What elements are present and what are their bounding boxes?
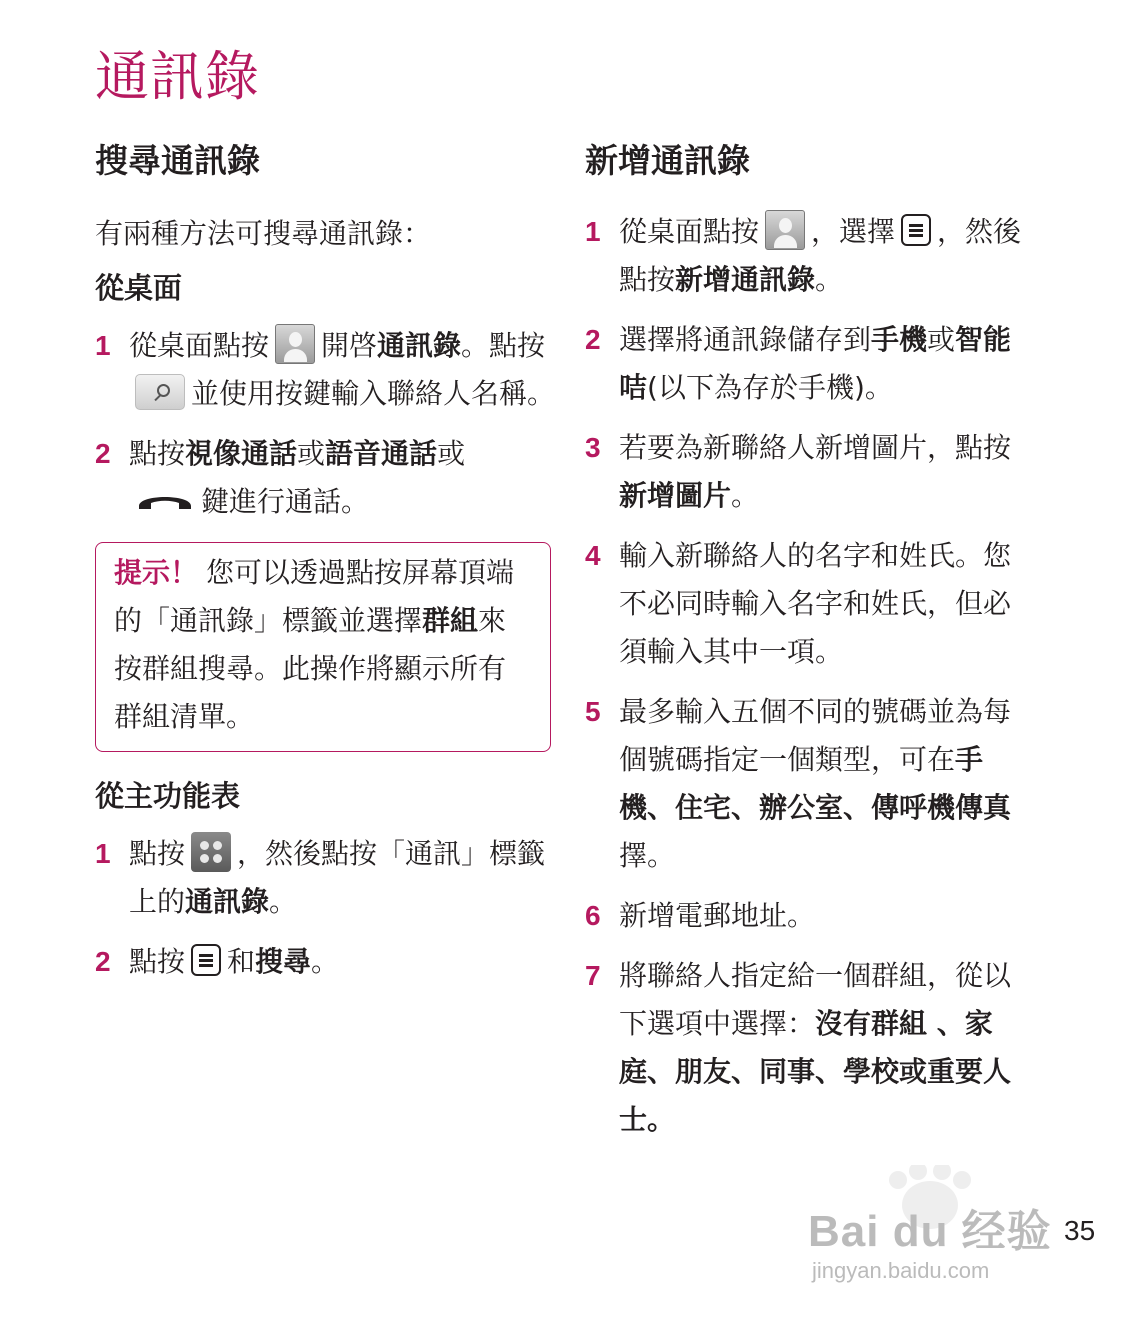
step-text: 開啓 <box>321 329 378 362</box>
step-text: 從桌面點按 <box>129 329 270 362</box>
step-number: 4 <box>585 540 601 571</box>
step-text: ，然後點按「通訊」標籤上的 <box>129 837 546 918</box>
from-desktop-heading: 從桌面 <box>95 271 183 305</box>
step-text: 或 <box>297 437 326 470</box>
step-number: 1 <box>95 330 111 361</box>
step-text: 從桌面點按 <box>619 215 760 248</box>
step-text: 鍵進行通話。 <box>201 485 370 518</box>
desktop-step-2 <box>95 430 555 526</box>
step-bold: 手機 <box>871 323 928 356</box>
step-bold: 新增圖片 <box>619 479 732 512</box>
step-number: 3 <box>585 432 601 463</box>
from-main-menu-heading: 從主功能表 <box>95 779 241 813</box>
step-text: 和 <box>227 945 256 978</box>
desktop-step-1 <box>95 322 555 418</box>
tip-text: 來按群組搜尋。此操作將顯示所有群組清單。 <box>114 604 507 733</box>
step-bold: 通訊錄 <box>377 329 462 362</box>
step-text: (以下為存於手機)。 <box>647 371 893 404</box>
tip-text: 您可以透過點按屏幕頂端的「通訊錄」標籤並選擇 <box>114 556 515 637</box>
desktop-steps <box>95 322 555 526</box>
left-column <box>95 130 555 998</box>
step-bold: 語音通話 <box>325 437 438 470</box>
step-text: 輸入新聯絡人的名字和姓氏。您不必同時輸入名字和姓氏，但必須輸入其中一項。 <box>619 539 1012 668</box>
add-step-4 <box>585 532 1030 676</box>
search-icon <box>135 374 185 410</box>
add-step-5 <box>585 688 1030 880</box>
step-text: 新增電郵地址。 <box>619 899 816 932</box>
add-step-2 <box>585 316 1030 412</box>
tip-box <box>95 542 551 752</box>
step-number: 6 <box>585 900 601 931</box>
step-text: 擇。 <box>619 839 676 872</box>
step-text: ，選擇 <box>811 215 896 248</box>
menu-steps <box>95 830 555 986</box>
menu-step-2 <box>95 938 555 986</box>
step-number: 1 <box>95 838 111 869</box>
step-number: 2 <box>585 324 601 355</box>
add-step-3 <box>585 424 1030 520</box>
step-bold: 新增通訊錄 <box>675 263 816 296</box>
menu-icon <box>191 944 221 976</box>
step-text: 並使用按鍵輸入聯絡人名稱。 <box>191 377 556 410</box>
step-text: 點按 <box>129 945 186 978</box>
step-number: 2 <box>95 438 111 469</box>
page-title: 通訊錄 <box>95 45 260 108</box>
step-bold: 智能咭 <box>619 323 1012 404</box>
step-text: 最多輸入五個不同的號碼並為每個號碼指定一個類型，可在 <box>619 695 1012 776</box>
add-step-7 <box>585 952 1030 1144</box>
apps-grid-icon <box>191 832 231 872</box>
menu-step-1 <box>95 830 555 926</box>
watermark-brand: Bai du 经验 <box>808 1207 1052 1256</box>
step-text: 選擇將通訊錄儲存到 <box>619 323 872 356</box>
watermark-url: jingyan.baidu.com <box>812 1258 990 1283</box>
step-text: 。點按 <box>461 329 546 362</box>
search-intro: 有兩種方法可搜尋通訊錄： <box>95 217 432 250</box>
step-number: 5 <box>585 696 601 727</box>
step-number: 2 <box>95 946 111 977</box>
step-text: ，然後點按 <box>619 215 1022 296</box>
step-text: 或 <box>927 323 956 356</box>
add-step-1 <box>585 208 1030 304</box>
step-number: 7 <box>585 960 601 991</box>
step-text: 或 <box>437 437 466 470</box>
step-bold: 通訊錄 <box>185 885 270 918</box>
tip-bold: 群組 <box>422 604 479 637</box>
right-column <box>585 130 1030 1156</box>
step-text: 。 <box>311 945 340 978</box>
call-icon <box>135 488 195 512</box>
step-number: 1 <box>585 216 601 247</box>
menu-icon <box>901 214 931 246</box>
add-step-6 <box>585 892 1030 940</box>
add-contact-heading: 新增通訊錄 <box>585 141 750 180</box>
step-text: 。 <box>269 885 298 918</box>
step-text: 點按 <box>129 437 186 470</box>
step-text: 若要為新聯絡人新增圖片，點按 <box>619 431 1012 464</box>
step-bold: 視像通話 <box>185 437 298 470</box>
add-steps <box>585 208 1030 1144</box>
contacts-icon <box>765 210 805 250</box>
search-contacts-heading: 搜尋通訊錄 <box>95 141 260 180</box>
step-text: 將聯絡人指定給一個群組，從以下選項中選擇： <box>619 959 1012 1040</box>
step-text: 。 <box>815 263 844 296</box>
step-text: 點按 <box>129 837 186 870</box>
contacts-icon <box>275 324 315 364</box>
page-number: 35 <box>1064 1215 1096 1246</box>
step-text: 。 <box>731 479 760 512</box>
tip-label: 提示！ <box>114 556 199 589</box>
step-bold: 手機、住宅、辦公室、傳呼機傳真 <box>619 743 1012 824</box>
step-bold: 搜尋 <box>255 945 312 978</box>
step-bold: 沒有群組 、家庭、朋友、同事、學校或重要人士。 <box>619 1007 1012 1136</box>
